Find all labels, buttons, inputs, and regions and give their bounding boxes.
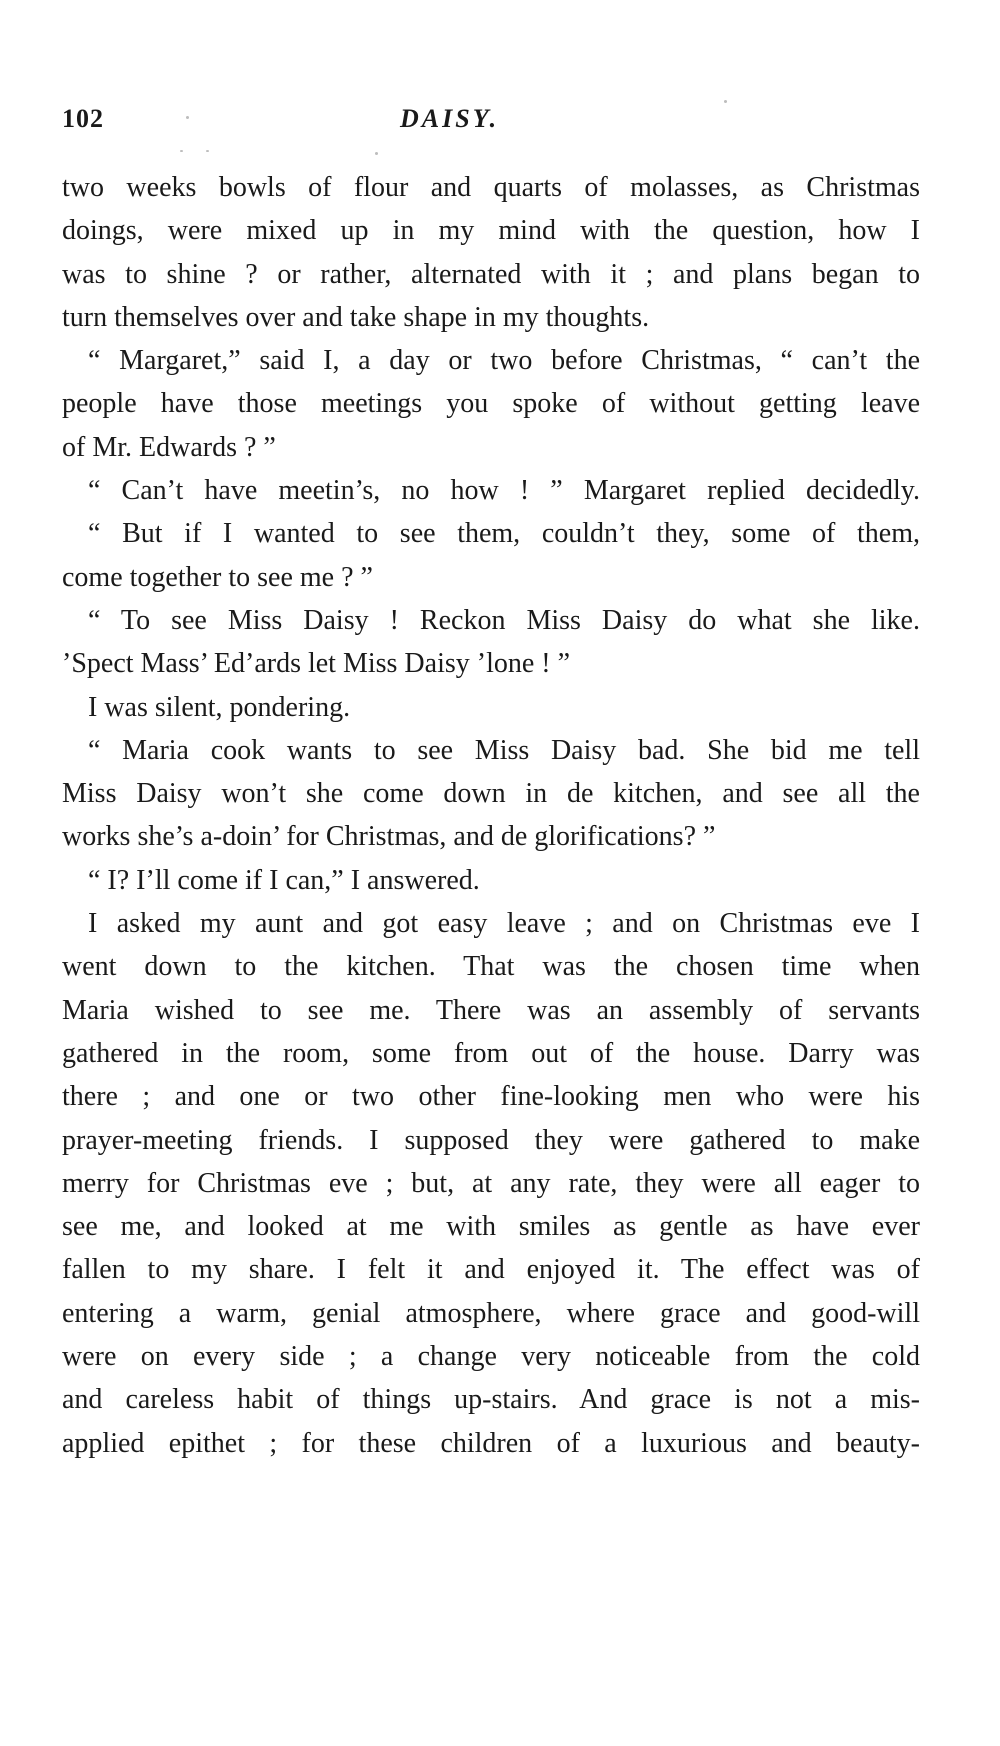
text-line: Maria wished to see me. There was an assembly of servants [62,994,920,1026]
text-line: merry for Christmas eve ; but, at any rate, they were all eager to [62,1167,920,1199]
text-line: come together to see me ? ” [62,561,373,593]
text-line: of Mr. Edwards ? ” [62,431,276,463]
text-line: prayer-meeting friends. I supposed they were gathered to make [62,1124,920,1156]
text-line: Miss Daisy won’t she come down in de kitchen, and see all the [62,778,920,810]
print-speck [186,116,189,119]
print-speck [180,150,183,152]
text-line: was to shine ? or rather, alternated with it ; and plans began to [62,258,920,290]
print-speck [375,152,378,155]
text-line: fallen to my share. I felt it and enjoyed it. The effect was of [62,1254,920,1286]
text-line: were on every side ; a change very noticeable from the cold [62,1341,920,1373]
text-line: doings, were mixed up in my mind with the question, how I [62,215,920,247]
running-head [62,104,922,144]
body-text [62,166,920,1465]
text-line: people have those meetings you spoke of without getting leave [62,388,920,420]
text-line: gathered in the room, some from out of the house. Darry was [62,1037,920,1069]
text-line: works she’s a-doin’ for Christmas, and de glorifications? ” [62,821,716,853]
text-line: I asked my aunt and got easy leave ; and on Christmas eve I [88,908,920,940]
page-number: 102 [62,104,104,133]
text-line: there ; and one or two other fine-looking men who were his [62,1081,920,1113]
print-speck [724,100,727,103]
print-speck [206,150,209,152]
text-line: and careless habit of things up-stairs. And grace is not a mis- [62,1384,920,1416]
text-line: entering a warm, genial atmosphere, where grace and good-will [62,1297,920,1329]
running-title: DAISY. [400,104,500,133]
text-line: see me, and looked at me with smiles as gentle as have ever [62,1211,920,1243]
text-line: I was silent, pondering. [88,691,351,723]
text-line: turn themselves over and take shape in my thoughts. [62,301,650,333]
text-line: “ Maria cook wants to see Miss Daisy bad. She bid me tell [88,734,920,766]
text-line: applied epithet ; for these children of a luxurious and beauty- [62,1427,920,1459]
text-line: “ Margaret,” said I, a day or two before Christmas, “ can’t the [88,345,920,377]
text-line: “ But if I wanted to see them, couldn’t they, some of them, [88,518,920,550]
text-line: went down to the kitchen. That was the chosen time when [62,951,920,983]
text-line: ’Spect Mass’ Ed’ards let Miss Daisy ’lone ! ” [62,648,571,680]
text-line: “ I? I’ll come if I can,” I answered. [88,864,480,896]
text-line: two weeks bowls of flour and quarts of molasses, as Christmas [62,172,920,203]
text-line: “ Can’t have meetin’s, no how ! ” Margaret replied decidedly. [88,475,920,507]
text-line: “ To see Miss Daisy ! Reckon Miss Daisy do what she like. [88,604,920,636]
